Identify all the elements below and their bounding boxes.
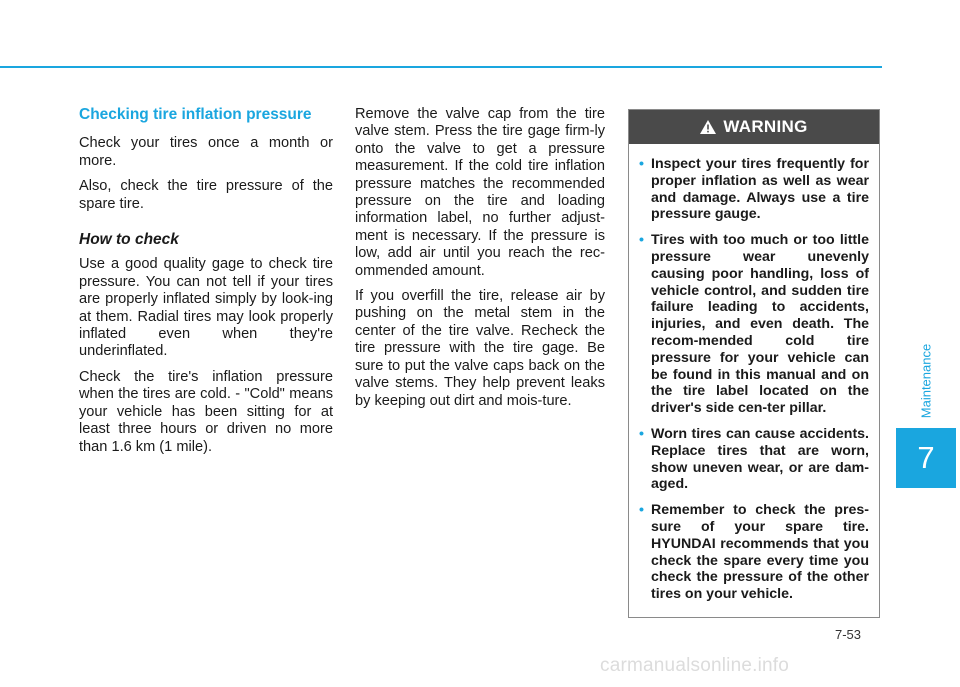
chapter-label-text: Maintenance xyxy=(918,343,934,419)
warning-item-text: Inspect your tires frequently for proper inflation as well as wear and damage. Always use a tire pressure gauge. xyxy=(651,156,869,223)
intro-paragraph-2: Also, check the tire pressure of the spare tire. xyxy=(79,178,333,212)
page-number: 7-53 xyxy=(835,627,862,642)
header-rule xyxy=(0,66,882,68)
warning-title: WARNING xyxy=(723,117,808,136)
chapter-number: 7 xyxy=(917,440,935,475)
warning-item xyxy=(639,426,869,493)
warning-item-text: Tires with too much or too little pressure wear unevenly causing poor handling, loss of vehicle control, and sudden tire failure leading to accidents, injuries, and even death. The recom-mended cold tire pressure for your vehicle can be found in this manual and on the tire label located on the driver's side cen-ter pillar. xyxy=(651,232,869,417)
left-column xyxy=(79,106,333,464)
how-to-check-heading: How to check xyxy=(79,231,179,249)
how-to-check-paragraph-2: Check the tire's inflation pressure when the tires are cold. - "Cold" means your vehicle has been sitting for at least three hours or driven no more than 1.6 km (1 mile). xyxy=(79,368,333,455)
bullet: • xyxy=(639,232,644,249)
warning-item xyxy=(639,502,869,603)
intro-paragraph-1: Check your tires once a month or more. xyxy=(79,135,333,169)
chapter-label xyxy=(918,336,934,426)
warning-header xyxy=(629,110,879,144)
middle-column xyxy=(355,106,605,418)
warning-list xyxy=(629,144,879,603)
chapter-tab xyxy=(896,428,956,488)
section-title: Checking tire inflation pressure xyxy=(79,106,312,123)
bullet: • xyxy=(639,502,644,519)
warning-item-text: Remember to check the pres-sure of your spare tire. HYUNDAI recommends that you check the spare every time you check the pressure of the other tires on your vehicle. xyxy=(651,502,869,603)
warning-item-text: Worn tires can cause accidents. Replace tires that are worn, show uneven wear, or are dam-aged. xyxy=(651,425,869,493)
warning-item xyxy=(639,156,869,223)
bullet: • xyxy=(639,156,644,172)
warning-triangle-icon xyxy=(700,120,716,134)
watermark: carmanualsonline.info xyxy=(600,655,790,676)
warning-item xyxy=(639,232,869,417)
overfill-paragraph: If you overfill the tire, release air by pushing on the metal stem in the center of the tire valve. Recheck the tire pressure with the tire gage. Be sure to put the valve caps back on the valve stems. They help prevent leaks by keeping out dirt and mois-ture. xyxy=(355,288,605,409)
bullet: • xyxy=(639,425,644,442)
warning-box xyxy=(628,109,880,618)
how-to-check-paragraph-1: Use a good quality gage to check tire pressure. You can not tell if your tires are properly inflated simply by look-ing at them. Radial tires may look properly inflated even when they're underinflated. xyxy=(79,256,333,360)
valve-paragraph: Remove the valve cap from the tire valve stem. Press the tire gage firm-ly onto the valve to get a pressure measurement. If the cold tire inflation pressure matches the recommended pressure on the tire and loading information label, no further adjust-ment is necessary. If the pressure is low, add air until you reach the rec-ommended amount. xyxy=(355,106,605,279)
